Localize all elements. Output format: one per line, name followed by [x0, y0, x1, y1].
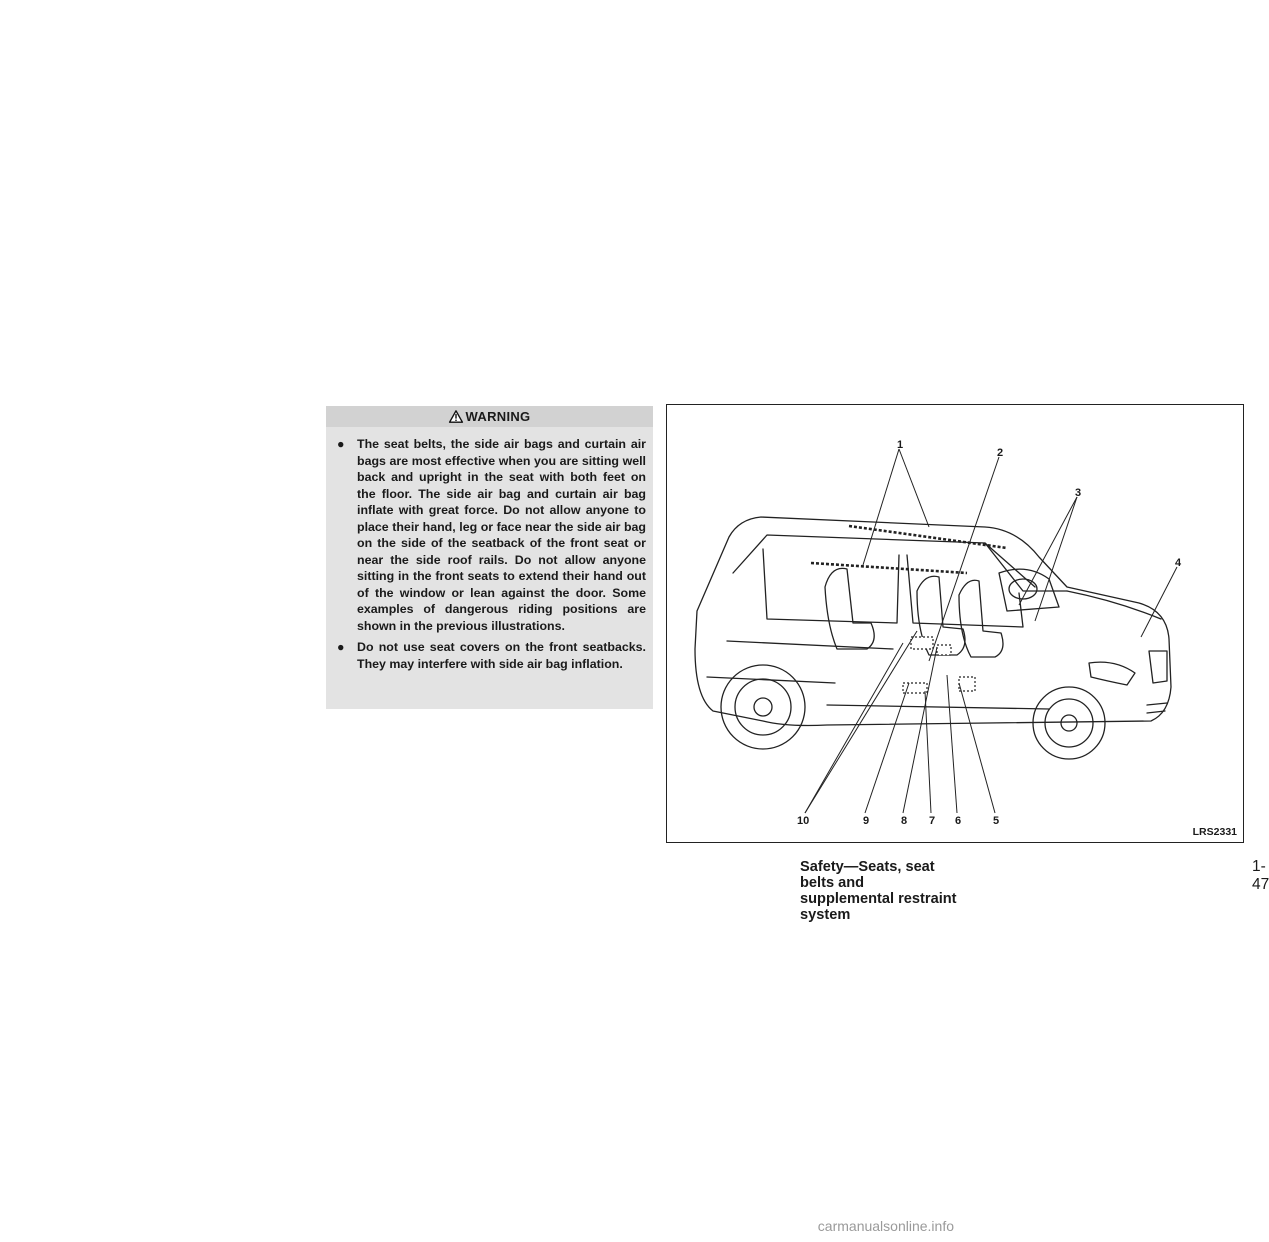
bullet-icon: ● — [337, 437, 345, 451]
callout-2: 2 — [997, 447, 1004, 459]
callout-9: 9 — [863, 815, 870, 827]
footer-section-title: Safety—Seats, seat belts and supplemental restraint system — [800, 859, 957, 923]
warning-box — [326, 406, 653, 709]
warning-title: WARNING — [465, 409, 531, 424]
vehicle-illustration — [667, 405, 1245, 844]
callout-6: 6 — [955, 815, 962, 827]
warning-item — [337, 436, 646, 634]
callout-5: 5 — [993, 815, 1000, 827]
warning-item — [337, 639, 646, 672]
callout-10: 10 — [797, 815, 810, 827]
callout-1: 1 — [897, 439, 904, 451]
warning-header — [326, 406, 653, 427]
callout-7: 7 — [929, 815, 936, 827]
bullet-icon: ● — [337, 640, 345, 654]
warning-item-text: The seat belts, the side air bags and curtain air bags are most effective when you are sitting well back and upright in the seat with both feet on the floor. The side air bag and curtain air bag inflate with great force. Do not allow anyone to place their hand, leg or face near the side air bag on the side of the seatback of the front seat or near the side roof rails. Do not allow anyone sitting in the front seats to extend their hand out of the window or lean against the door. Some examples of dangerous riding positions are shown in the previous illustrations. — [357, 437, 646, 633]
airbag-location-figure — [666, 404, 1244, 843]
callout-8: 8 — [901, 815, 908, 827]
warning-triangle-icon — [449, 410, 463, 423]
figure-code: LRS2331 — [1192, 826, 1237, 838]
watermark: carmanualsonline.info — [817, 1218, 954, 1234]
callout-3: 3 — [1075, 487, 1082, 499]
warning-list — [337, 436, 646, 677]
page-number: 1-47 — [1252, 858, 1269, 893]
warning-item-text: Do not use seat covers on the front seatbacks. They may interfere with side air bag inflation. — [357, 640, 646, 671]
callout-4: 4 — [1175, 557, 1182, 569]
